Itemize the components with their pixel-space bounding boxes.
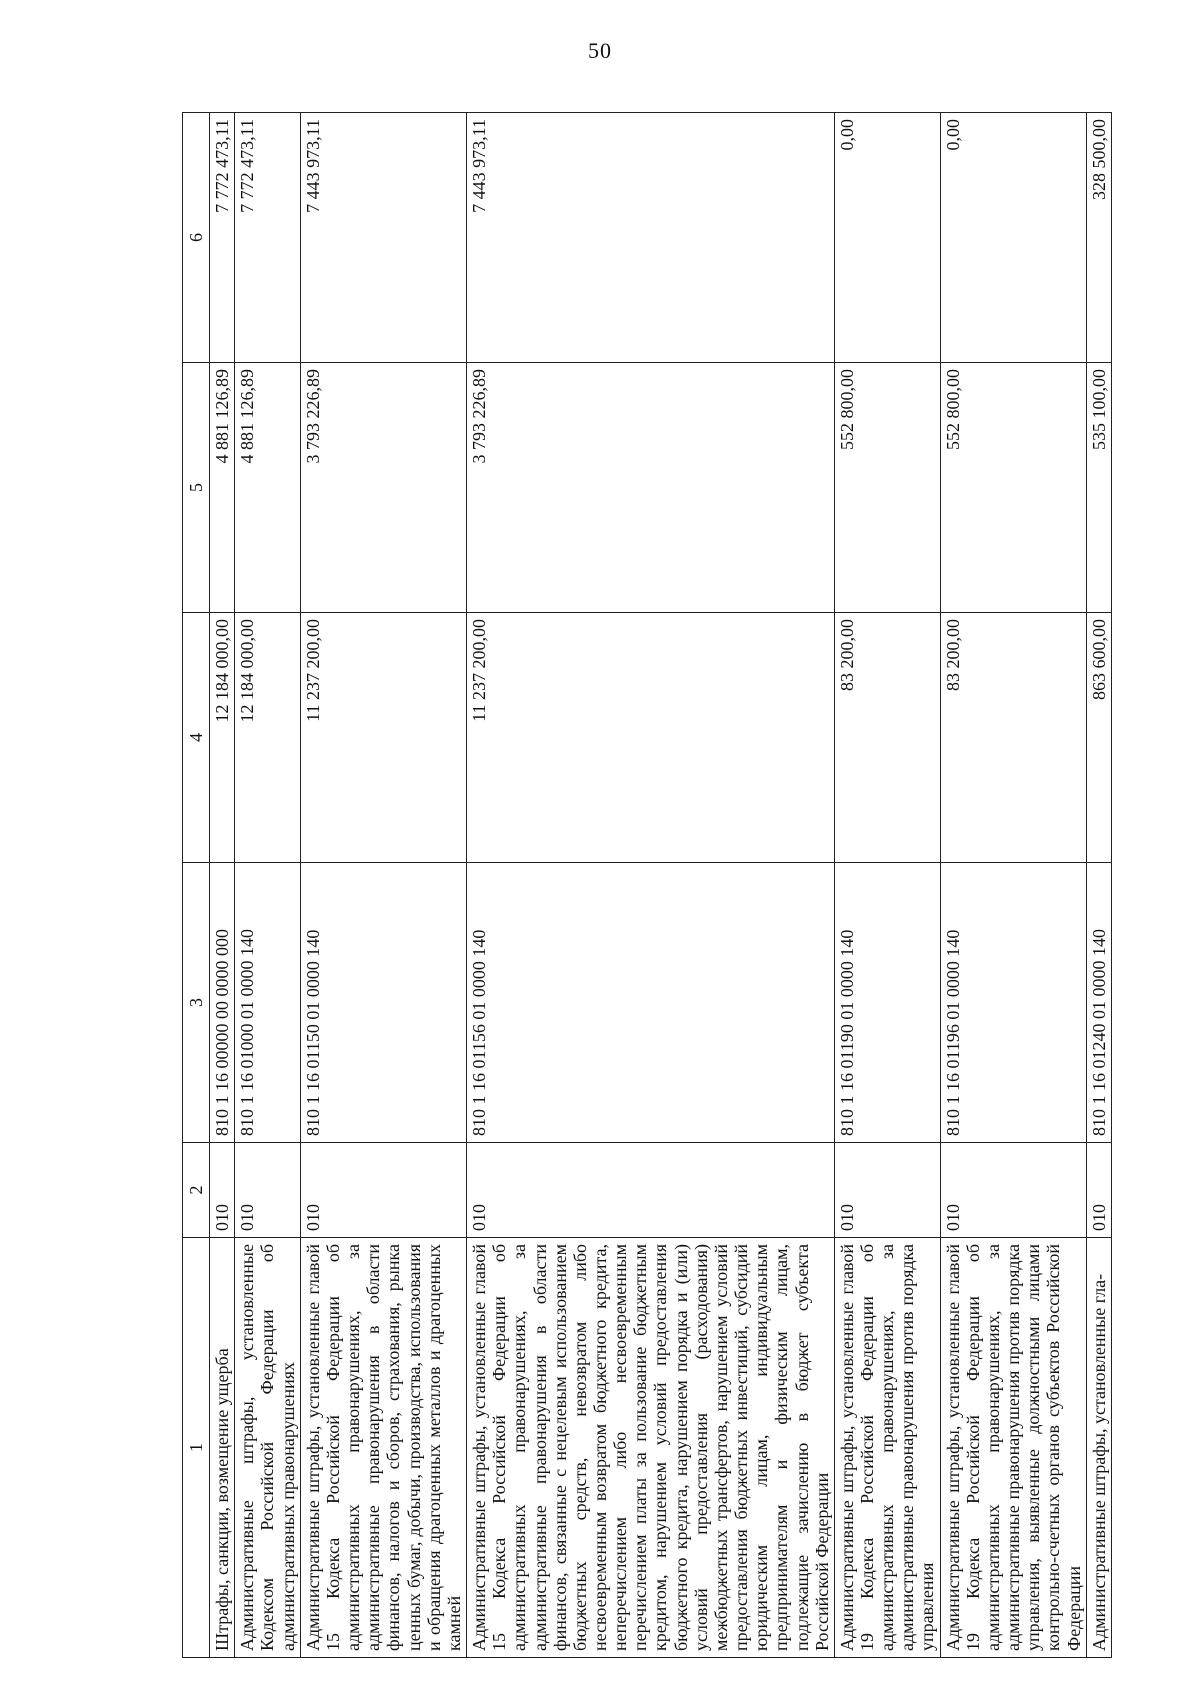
row-col4: 12 184 000,00 [210, 613, 235, 863]
row-col6: 328 500,00 [1086, 113, 1111, 363]
row-col5: 552 800,00 [834, 363, 940, 613]
table-row [210, 113, 235, 1658]
row-col5: 4 881 126,89 [235, 363, 300, 613]
row-kbk: 810 1 16 01156 01 0000 140 [467, 863, 835, 1143]
row-col5: 552 800,00 [940, 363, 1086, 613]
row-col5: 4 881 126,89 [210, 363, 235, 613]
row-col5: 535 100,00 [1086, 363, 1111, 613]
header-col-2: 2 [183, 1143, 210, 1238]
row-code: 010 [210, 1143, 235, 1238]
header-row [183, 113, 210, 1658]
row-col6: 7 443 973,11 [467, 113, 835, 363]
table-row [940, 113, 1086, 1658]
row-kbk: 810 1 16 00000 00 0000 000 [210, 863, 235, 1143]
row-kbk: 810 1 16 01190 01 0000 140 [834, 863, 940, 1143]
row-name: Административные штрафы, установленные главой 15 Кодекса Российской Федерации об административных правонарушениях, за административные правонарушения в области финансов, налогов и сборов, страхования, рынка ценных бумаг, добычи, производства, использования и обращения драгоценных металлов и драгоценных камней [300, 1238, 466, 1658]
row-name: Штрафы, санкции, возмещение ущерба [210, 1238, 235, 1658]
table-row [300, 113, 466, 1658]
table-row [834, 113, 940, 1658]
row-kbk: 810 1 16 01000 01 0000 140 [235, 863, 300, 1143]
row-name: Административные штрафы, установленные главой 19 Кодекса Российской Федерации об административных правонарушениях, за административные правонарушения против порядка управления, выявленные должностными лицами контрольно-счетных органов субъектов Российской Федерации [940, 1238, 1086, 1658]
row-code: 010 [834, 1143, 940, 1238]
revenue-table [182, 112, 1112, 1658]
page-number: 50 [588, 38, 612, 63]
row-col4: 83 200,00 [940, 613, 1086, 863]
header-col-6: 6 [183, 113, 210, 363]
row-col4: 11 237 200,00 [300, 613, 466, 863]
row-col6: 0,00 [940, 113, 1086, 363]
table-row [1086, 113, 1111, 1658]
header-col-4: 4 [183, 613, 210, 863]
row-name: Административные штрафы, установленные главой 19 Кодекса Российской Федерации об административных правонарушениях, за административные правонарушения против порядка управления [834, 1238, 940, 1658]
row-code: 010 [300, 1143, 466, 1238]
row-code: 010 [940, 1143, 1086, 1238]
row-name: Административные штрафы, установленные главой 15 Кодекса Российской Федерации об административных правонарушениях, за административные правонарушения в области финансов, связанные с нецелевым использованием бюджетных средств, невозвратом либо несвоевременным возвратом бюджетного кредита, неперечислением либо несвоевременным перечислением платы за пользование бюджетным кредитом, нарушением условий предоставления бюджетного кредита, нарушением порядка и (или) условий предоставления (расходования) межбюджетных трансфертов, нарушением условий предоставления бюджетных инвестиций, субсидий юридическим лицам, индивидуальным предпринимателям и физическим лицам, подлежащие зачислению в бюджет субъекта Российской Федерации [467, 1238, 835, 1658]
row-code: 010 [1086, 1143, 1111, 1238]
row-col4: 863 600,00 [1086, 613, 1111, 863]
row-kbk: 810 1 16 01196 01 0000 140 [940, 863, 1086, 1143]
row-col4: 11 237 200,00 [467, 613, 835, 863]
row-col6: 7 772 473,11 [235, 113, 300, 363]
row-col5: 3 793 226,89 [467, 363, 835, 613]
header-col-5: 5 [183, 363, 210, 613]
row-code: 010 [235, 1143, 300, 1238]
table-row [235, 113, 300, 1658]
rotated-sheet [182, 113, 1109, 1658]
row-col4: 12 184 000,00 [235, 613, 300, 863]
row-col6: 7 443 973,11 [300, 113, 466, 363]
header-col-1: 1 [183, 1238, 210, 1658]
row-kbk: 810 1 16 01150 01 0000 140 [300, 863, 466, 1143]
row-name: Административные штрафы, установленные Кодексом Российской Федерации об административных правонарушениях [235, 1238, 300, 1658]
row-name: Административные штрафы, установленные гла- [1086, 1238, 1111, 1658]
table-row [467, 113, 835, 1658]
row-col6: 7 772 473,11 [210, 113, 235, 363]
row-code: 010 [467, 1143, 835, 1238]
row-col4: 83 200,00 [834, 613, 940, 863]
row-kbk: 810 1 16 01240 01 0000 140 [1086, 863, 1111, 1143]
header-col-3: 3 [183, 863, 210, 1143]
row-col5: 3 793 226,89 [300, 363, 466, 613]
row-col6: 0,00 [834, 113, 940, 363]
